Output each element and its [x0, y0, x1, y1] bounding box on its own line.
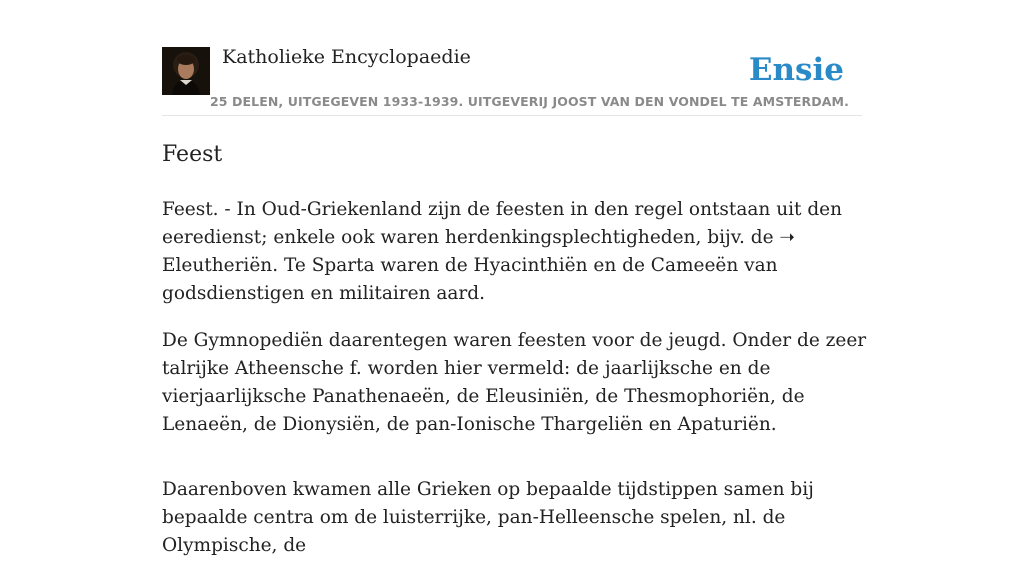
- avatar[interactable]: [162, 47, 210, 95]
- portrait-icon: [162, 47, 210, 95]
- publication-subtitle: 25 DELEN, UITGEGEVEN 1933-1939. UITGEVERIJ JOOST VAN DEN VONDEL TE AMSTERDAM.: [210, 94, 849, 109]
- article-paragraph: Feest. - In Oud-Griekenland zijn de feesten in den regel ontstaan uit den eeredienst; enkele ook waren herdenkingsplechtigheden, bijv. de ➝ Eleutheriën. Te Sparta waren de Hyacinthiën en de Cameeën van godsdienstigen en militairen aard.: [162, 199, 843, 304]
- article-paragraph: Daarenboven kwamen alle Grieken op bepaalde tijdstippen samen bij bepaalde centra om de luisterrijke, pan-Helleensche spelen, nl. de Olympische, de: [162, 479, 814, 556]
- article-title: Feest: [162, 142, 223, 167]
- publication-title[interactable]: Katholieke Encyclopaedie: [222, 46, 471, 68]
- publication-header: [162, 44, 862, 116]
- article-paragraph: De Gymnopediën daarentegen waren feesten voor de jeugd. Onder de zeer talrijke Atheensche f. worden hier vermeld: de jaarlijksche en de vierjaarlijksche Panathenaeën, de Eleusiniën, de Thesmophoriën, de Lenaeën, de Dionysiën, de pan-Ionische Thargeliën en Apaturiën.: [162, 330, 867, 435]
- article: [162, 138, 870, 579]
- ensie-logo-link[interactable]: Ensie: [748, 52, 844, 88]
- paragraph-gap: [162, 458, 870, 476]
